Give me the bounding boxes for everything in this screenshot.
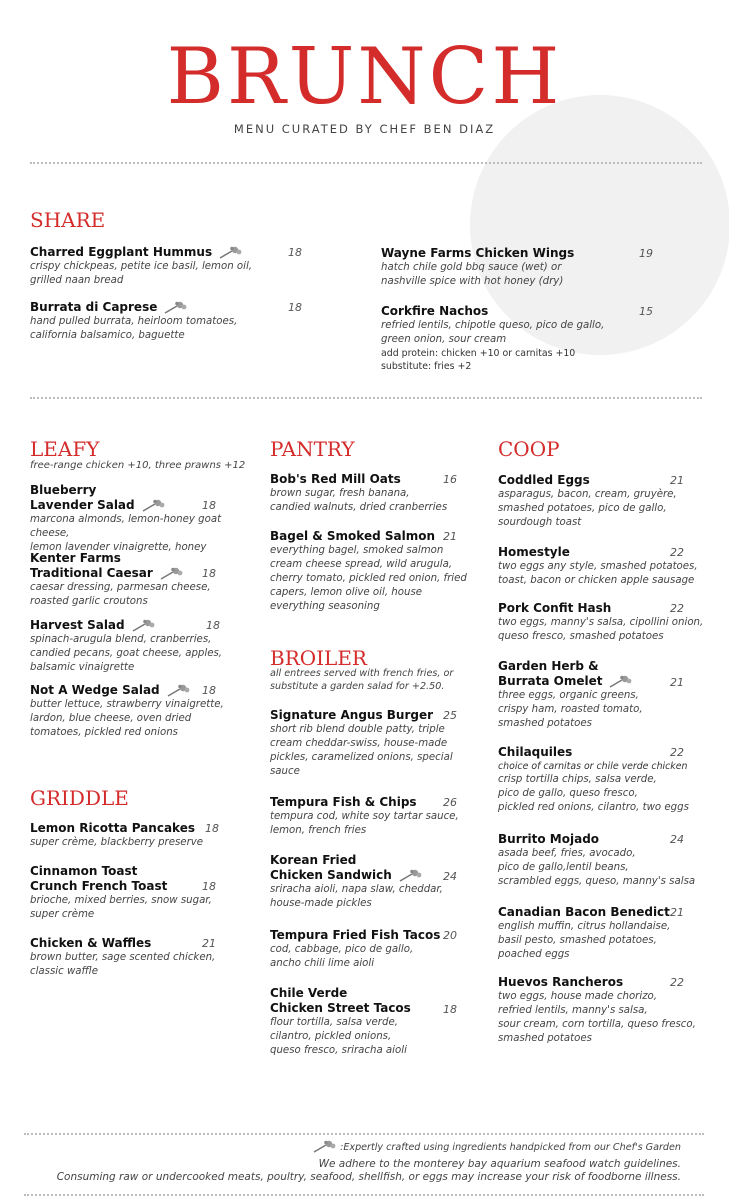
item-name: Harvest Salad — [30, 618, 125, 632]
menu-item — [270, 529, 500, 614]
menu-item — [30, 300, 310, 343]
item-desc: asparagus, bacon, cream, gruyère, — [498, 489, 677, 500]
chef-garden-icon — [163, 301, 189, 315]
item-price: 24 — [443, 870, 457, 883]
item-desc: california balsamico, baguette — [30, 330, 185, 341]
item-desc: flour tortilla, salsa verde, — [270, 1017, 398, 1028]
item-desc: caesar dressing, parmesan cheese, — [30, 582, 211, 593]
item-price: 18 — [206, 619, 220, 632]
item-desc: short rib blend double patty, triple — [270, 724, 445, 735]
item-desc: super crème — [30, 909, 95, 920]
item-desc: sourdough toast — [498, 517, 582, 528]
item-desc: crisp tortilla chips, salsa verde, — [498, 774, 657, 785]
item-desc: cherry tomato, pickled red onion, fried — [270, 573, 467, 584]
menu-item — [30, 864, 260, 922]
item-desc: cod, cabbage, pico de gallo, — [270, 944, 414, 955]
item-price: 18 — [205, 822, 219, 835]
menu-item — [270, 708, 500, 779]
item-desc: lemon, french fries — [270, 825, 367, 836]
item-desc: sriracha aioli, napa slaw, cheddar, — [270, 884, 443, 895]
item-name: Traditional Caesar — [30, 566, 153, 580]
item-name: Bob's Red Mill Oats — [270, 472, 401, 486]
item-name: Tempura Fish & Chips — [270, 795, 417, 809]
item-name: Charred Eggplant Hummus — [30, 245, 213, 259]
item-desc: sauce — [270, 766, 300, 777]
menu-item — [498, 745, 723, 815]
item-price: 18 — [288, 301, 302, 314]
page-subtitle: MENU CURATED BY CHEF BEN DIAZ — [233, 122, 496, 136]
item-desc: roasted garlic croutons — [30, 596, 148, 607]
item-name: Chicken & Waffles — [30, 936, 152, 950]
divider — [30, 397, 702, 399]
item-desc: capers, lemon olive oil, house — [270, 587, 423, 598]
page-title: BRUNCH — [166, 32, 563, 122]
item-desc: classic waffle — [30, 966, 98, 977]
section-title-leafy: LEAFY — [30, 437, 100, 461]
item-price: 20 — [443, 929, 457, 942]
item-desc: pico de gallo, queso fresco, — [498, 788, 638, 799]
menu-item — [270, 928, 500, 971]
section-title-griddle: GRIDDLE — [30, 786, 129, 810]
item-desc: house-made pickles — [270, 898, 372, 909]
item-price: 19 — [639, 247, 653, 260]
item-name: Burrata Omelet — [498, 674, 603, 688]
item-desc: poached eggs — [498, 949, 570, 960]
item-price: 21 — [202, 937, 216, 950]
chef-garden-icon — [166, 684, 192, 698]
item-desc: marcona almonds, lemon-honey goat cheese, — [30, 514, 222, 539]
item-desc: everything seasoning — [270, 601, 380, 612]
section-note: all entrees served with french fries, or substitute a garden salad for +2.50. — [270, 668, 454, 692]
menu-item — [30, 821, 260, 850]
section-title-broiler: BROILER — [270, 646, 367, 670]
item-price: 18 — [202, 880, 216, 893]
item-price: 18 — [202, 499, 216, 512]
item-extra: substitute: fries +2 — [381, 361, 472, 372]
item-name: Lemon Ricotta Pancakes — [30, 821, 195, 835]
item-desc: balsamic vinaigrette — [30, 662, 135, 673]
item-desc: everything bagel, smoked salmon — [270, 545, 444, 556]
menu-item — [498, 659, 713, 731]
item-desc: two eggs any style, smashed potatoes, — [498, 561, 698, 572]
item-desc: candied pecans, goat cheese, apples, — [30, 648, 223, 659]
item-desc: cream cheddar-swiss, house-made — [270, 738, 448, 749]
item-desc: spinach-arugula blend, cranberries, — [30, 634, 212, 645]
menu-item — [498, 545, 723, 588]
item-desc: queso fresco, smashed potatoes — [498, 631, 664, 642]
item-price: 18 — [288, 246, 302, 259]
item-name: Huevos Rancheros — [498, 975, 624, 989]
item-desc: pickled red onions, cilantro, two eggs — [498, 802, 689, 813]
item-price: 22 — [670, 602, 684, 615]
item-name: Corkfire Nachos — [381, 304, 489, 318]
item-price: 15 — [639, 305, 653, 318]
divider — [24, 1194, 704, 1196]
menu-item — [381, 246, 651, 289]
item-price: 18 — [202, 684, 216, 697]
item-price: 18 — [202, 567, 216, 580]
item-desc: two eggs, manny's salsa, cipollini onion, — [498, 617, 704, 628]
item-desc: green onion, sour cream — [381, 334, 507, 345]
item-name: Tempura Fried Fish Tacos — [270, 928, 441, 942]
item-desc: tomatoes, pickled red onions — [30, 727, 178, 738]
item-desc: smashed potatoes — [498, 1033, 592, 1044]
item-price: 21 — [443, 530, 457, 543]
item-price: 16 — [443, 473, 457, 486]
item-name: Signature Angus Burger — [270, 708, 434, 722]
chef-garden-icon — [141, 499, 167, 513]
item-price: 21 — [670, 474, 684, 487]
item-desc: two eggs, house made chorizo, — [498, 991, 658, 1002]
item-price: 22 — [670, 546, 684, 559]
menu-item — [30, 245, 310, 288]
item-desc: cilantro, pickled onions, — [270, 1031, 392, 1042]
item-desc: scrambled eggs, queso, manny's salsa — [498, 876, 696, 887]
item-price: 21 — [670, 676, 684, 689]
item-desc: asada beef, fries, avocado, — [498, 848, 636, 859]
item-extra: choice of carnitas or chile verde chicken — [498, 761, 688, 772]
item-desc: sour cream, corn tortilla, queso fresco, — [498, 1019, 696, 1030]
menu-item — [498, 905, 723, 962]
item-desc: butter lettuce, strawberry vinaigrette, — [30, 699, 224, 710]
item-desc: queso fresco, sriracha aioli — [270, 1045, 407, 1056]
chef-garden-icon — [159, 567, 185, 581]
item-name: Garden Herb & — [498, 659, 599, 673]
item-price: 21 — [670, 906, 684, 919]
menu-item — [498, 975, 723, 1046]
item-price: 26 — [443, 796, 457, 809]
section-title-coop: COOP — [498, 437, 560, 461]
item-price: 24 — [670, 833, 684, 846]
item-desc: smashed potatoes, pico de gallo, — [498, 503, 667, 514]
footer — [57, 1140, 681, 1184]
item-desc: toast, bacon or chicken apple sausage — [498, 575, 695, 586]
item-desc: grilled naan bread — [30, 275, 124, 286]
item-desc: three eggs, organic greens, — [498, 690, 639, 701]
item-price: 22 — [670, 976, 684, 989]
item-desc: tempura cod, white soy tartar sauce, — [270, 811, 459, 822]
section-title-share: SHARE — [30, 208, 106, 232]
item-extra: add protein: chicken +10 or carnitas +10 — [381, 348, 576, 359]
menu-item — [270, 795, 500, 838]
item-desc: lardon, blue cheese, oven dried — [30, 713, 192, 724]
item-desc: brioche, mixed berries, snow sugar, — [30, 895, 212, 906]
menu-item — [270, 986, 500, 1058]
item-name: Not A Wedge Salad — [30, 683, 160, 697]
item-name: Chilaquiles — [498, 745, 573, 759]
item-desc: basil pesto, smashed potatoes, — [498, 935, 657, 946]
item-name: Burrata di Caprese — [30, 300, 158, 314]
item-desc: cream cheese spread, wild arugula, — [270, 559, 453, 570]
item-name: Kenter Farms — [30, 551, 121, 565]
menu-item — [30, 683, 260, 740]
item-desc: hand pulled burrata, heirloom tomatoes, — [30, 316, 238, 327]
item-desc: brown sugar, fresh banana, — [270, 488, 410, 499]
item-desc: crispy chickpeas, petite ice basil, lemon oil, — [30, 261, 253, 272]
item-desc: ancho chili lime aioli — [270, 958, 375, 969]
item-name: Homestyle — [498, 545, 570, 559]
item-desc: smashed potatoes — [498, 718, 592, 729]
item-name: Coddled Eggs — [498, 473, 590, 487]
item-name: Canadian Bacon Benedict — [498, 905, 670, 919]
chef-garden-icon — [131, 619, 157, 633]
item-desc: hatch chile gold bbq sauce (wet) or — [381, 262, 562, 273]
menu-item — [30, 483, 260, 555]
menu-item — [270, 853, 500, 911]
divider — [24, 1133, 704, 1135]
menu-item — [30, 936, 260, 979]
item-name: Pork Confit Hash — [498, 601, 612, 615]
item-price: 18 — [443, 1003, 457, 1016]
item-desc: candied walnuts, dried cranberries — [270, 502, 448, 513]
item-desc: super crème, blackberry preserve — [30, 837, 204, 848]
item-desc: refried lentils, chipotle queso, pico de gallo, — [381, 320, 605, 331]
item-name: Lavender Salad — [30, 498, 135, 512]
menu-item — [270, 472, 500, 515]
item-name: Chicken Street Tacos — [270, 1001, 411, 1015]
chef-garden-icon — [608, 675, 634, 689]
item-name: Burrito Mojado — [498, 832, 600, 846]
item-desc: pickles, caramelized onions, special — [270, 752, 453, 763]
item-desc: nashville spice with hot honey (dry) — [381, 276, 564, 287]
menu-item — [30, 551, 260, 609]
menu-item — [381, 304, 681, 373]
item-price: 25 — [443, 709, 457, 722]
footer-seafood-note: We adhere to the monterey bay aquarium seafood watch guidelines. — [318, 1158, 681, 1170]
divider — [30, 162, 702, 164]
menu-item — [498, 832, 723, 889]
item-name: Korean Fried — [270, 853, 357, 867]
item-name: Crunch French Toast — [30, 879, 168, 893]
item-name: Chile Verde — [270, 986, 348, 1000]
item-desc: refried lentils, manny's salsa, — [498, 1005, 648, 1016]
item-desc: crispy ham, roasted tomato, — [498, 704, 643, 715]
chef-garden-icon — [218, 246, 244, 260]
item-desc: english muffin, citrus hollandaise, — [498, 921, 671, 932]
item-desc: brown butter, sage scented chicken, — [30, 952, 216, 963]
footer-chef-note: :Expertly crafted using ingredients handpicked from our Chef's Garden — [340, 1142, 681, 1153]
item-name: Wayne Farms Chicken Wings — [381, 246, 575, 260]
chef-garden-icon — [398, 869, 424, 883]
item-price: 22 — [670, 746, 684, 759]
footer-health-warning: Consuming raw or undercooked meats, poultry, seafood, shellfish, or eggs may increase your risk of foodborne illness. — [56, 1171, 681, 1183]
menu-item — [30, 618, 260, 675]
item-name: Chicken Sandwich — [270, 868, 392, 882]
item-desc: pico de gallo,lentil beans, — [498, 862, 629, 873]
item-name: Blueberry — [30, 483, 97, 497]
section-note: free-range chicken +10, three prawns +12 — [30, 460, 246, 471]
chef-garden-icon — [312, 1140, 338, 1154]
item-name: Cinnamon Toast — [30, 864, 138, 878]
item-desc: lemon lavender vinaigrette, honey — [30, 542, 207, 553]
item-name: Bagel & Smoked Salmon — [270, 529, 436, 543]
section-title-pantry: PANTRY — [270, 437, 355, 461]
menu-item — [498, 601, 723, 644]
